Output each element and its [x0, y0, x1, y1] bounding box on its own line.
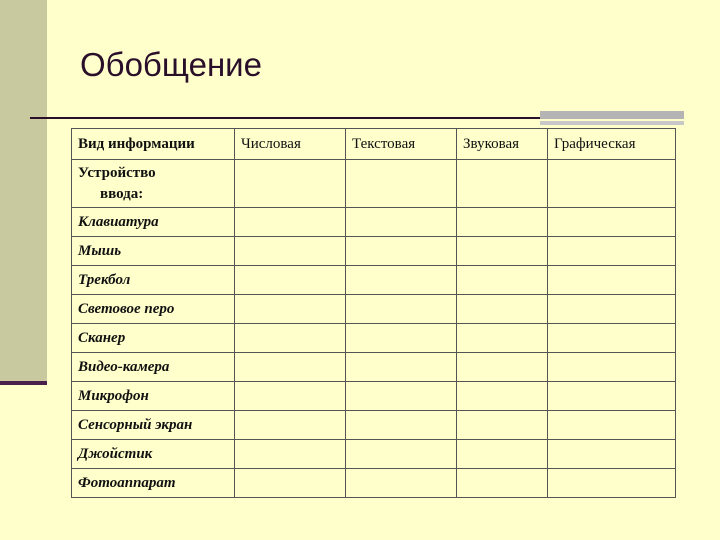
header-sound: Звуковая	[457, 129, 548, 160]
table-row	[72, 411, 676, 440]
table-cell	[548, 469, 676, 498]
row-label: Мышь	[72, 237, 235, 266]
table-group-row	[72, 160, 676, 208]
table-cell	[346, 411, 457, 440]
table-cell	[235, 353, 346, 382]
row-label: Трекбол	[72, 266, 235, 295]
table-cell	[548, 440, 676, 469]
table-cell	[235, 266, 346, 295]
table-cell	[548, 266, 676, 295]
table-cell	[346, 208, 457, 237]
summary-table	[71, 128, 676, 498]
table-cell	[457, 237, 548, 266]
table-cell	[457, 353, 548, 382]
header-info-type: Вид информации	[72, 129, 235, 160]
table-cell	[346, 440, 457, 469]
row-label: Джойстик	[72, 440, 235, 469]
input-device-label-line2: ввода:	[100, 185, 144, 202]
table-cell	[457, 440, 548, 469]
row-label: Микрофон	[72, 382, 235, 411]
row-label: Видео-камера	[72, 353, 235, 382]
table-row	[72, 237, 676, 266]
table-cell	[235, 411, 346, 440]
table-cell	[235, 382, 346, 411]
table-row	[72, 295, 676, 324]
table-row	[72, 440, 676, 469]
table-cell	[548, 208, 676, 237]
table-cell	[346, 266, 457, 295]
row-label: Фотоаппарат	[72, 469, 235, 498]
table-cell	[548, 353, 676, 382]
decorative-grey-block-lower	[540, 121, 684, 125]
table-header-row	[72, 129, 676, 160]
table-cell	[457, 411, 548, 440]
table-cell	[346, 237, 457, 266]
decorative-grey-block	[540, 111, 684, 119]
table-cell	[457, 382, 548, 411]
table-cell	[235, 324, 346, 353]
table-cell	[457, 208, 548, 237]
header-graphic: Графическая	[548, 129, 676, 160]
row-label: Световое перо	[72, 295, 235, 324]
row-label: Сканер	[72, 324, 235, 353]
input-device-label	[72, 160, 235, 208]
row-label: Сенсорный экран	[72, 411, 235, 440]
table-cell	[457, 469, 548, 498]
table-cell	[548, 160, 676, 208]
input-device-label-line1: Устройство	[78, 164, 156, 181]
table-cell	[346, 324, 457, 353]
header-text: Текстовая	[346, 129, 457, 160]
table-row	[72, 353, 676, 382]
table-row	[72, 208, 676, 237]
table-cell	[548, 324, 676, 353]
table-cell	[457, 324, 548, 353]
table-cell	[235, 440, 346, 469]
table-cell	[548, 295, 676, 324]
table-cell	[457, 295, 548, 324]
left-sidebar-bar	[0, 0, 47, 383]
table-row	[72, 266, 676, 295]
table-cell	[235, 160, 346, 208]
table-cell	[346, 382, 457, 411]
slide-title: Обобщение	[80, 46, 262, 83]
header-numeric: Числовая	[235, 129, 346, 160]
row-label: Клавиатура	[72, 208, 235, 237]
table-cell	[548, 237, 676, 266]
table-cell	[235, 295, 346, 324]
table-cell	[457, 266, 548, 295]
table-cell	[548, 411, 676, 440]
table-cell	[346, 353, 457, 382]
sidebar-accent-line	[0, 381, 47, 385]
table-cell	[346, 160, 457, 208]
table-cell	[346, 295, 457, 324]
table-row	[72, 469, 676, 498]
table-cell	[346, 469, 457, 498]
table-row	[72, 324, 676, 353]
table-cell	[235, 208, 346, 237]
table-cell	[235, 237, 346, 266]
table-cell	[235, 469, 346, 498]
table-cell	[548, 382, 676, 411]
table-cell	[457, 160, 548, 208]
table-row	[72, 382, 676, 411]
